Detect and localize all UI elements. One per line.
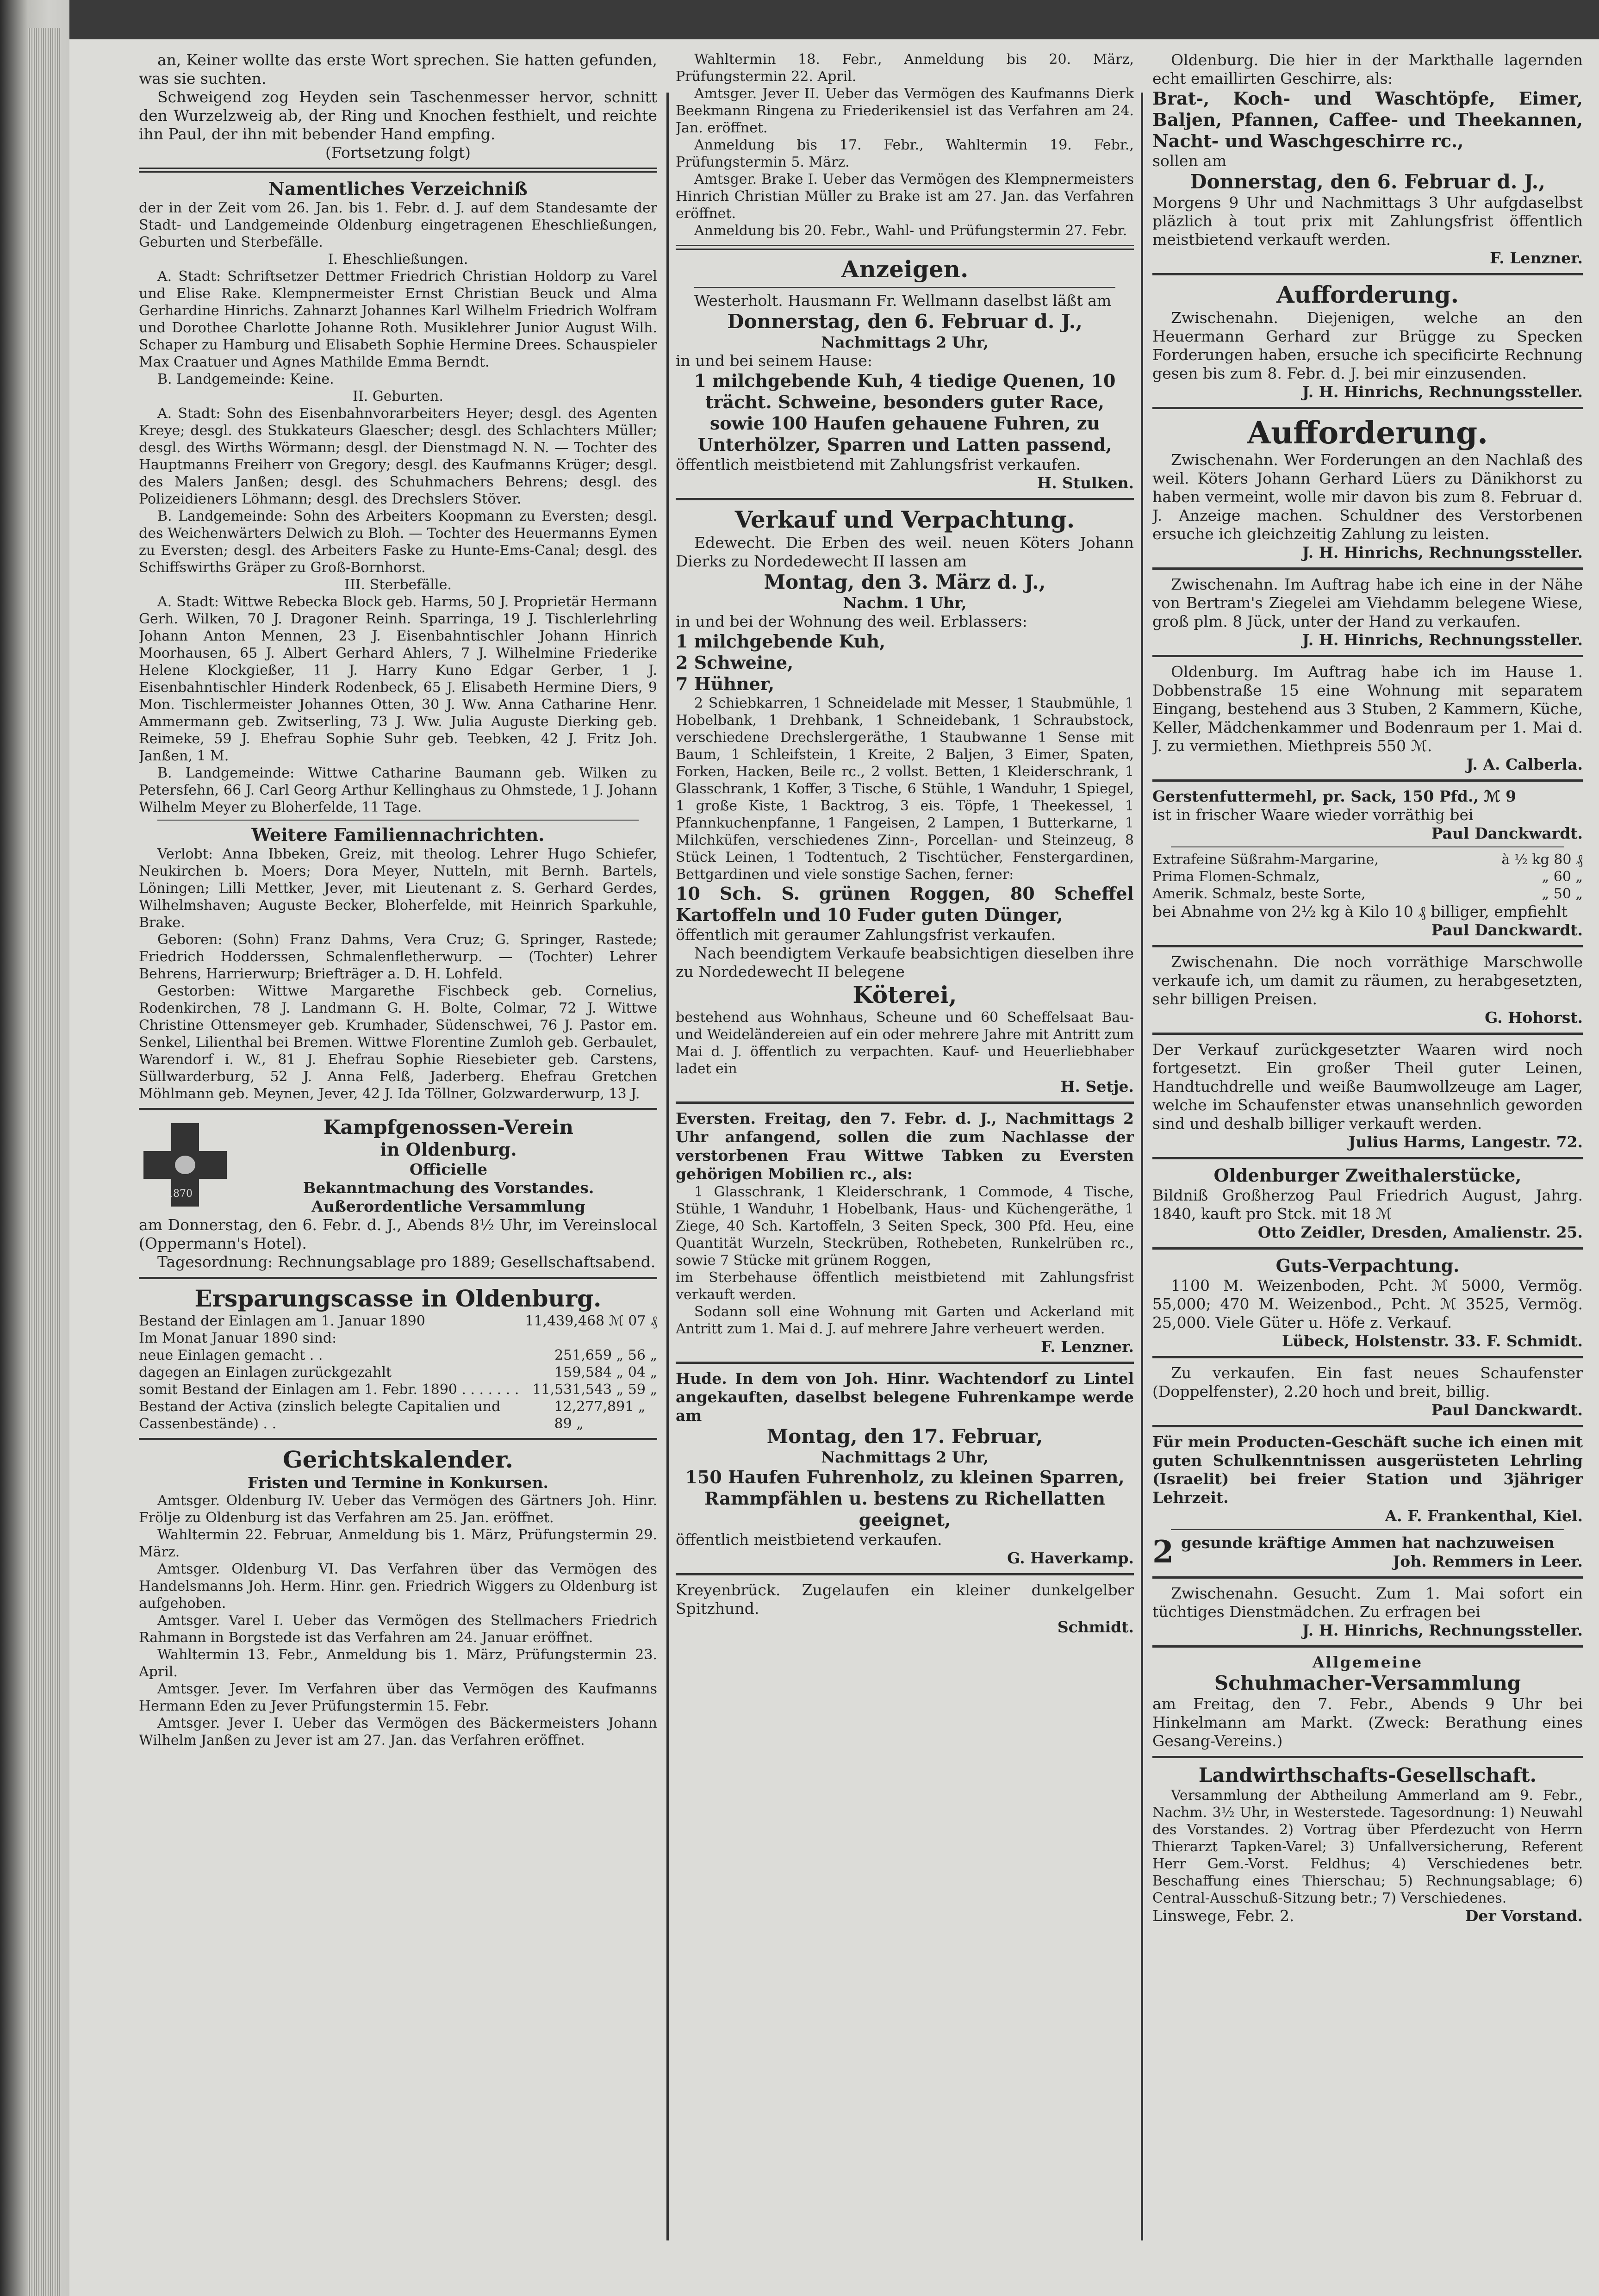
ad-list: 1 Glasschrank, 1 Kleiderschrank, 1 Commode, 4 Tische, Stühle, 1 Wanduhr, 1 Hobelbank, Haus- und Küchengeräthe, 1 Ziege, 40 Sch. Kartoffeln, 3 Seiten Speck, 300 Pfd. Heu, eine Quantität Wurzeln, Steckrüben, Rothebeten, Runkelrüben rc., sowie 7 Stücke mit grünem Roggen,: [676, 1184, 1134, 1269]
ads-title: Anzeigen.: [841, 255, 969, 283]
ad-text: sollen am: [1152, 152, 1227, 170]
ad-signature: H. Setje.: [1060, 1077, 1134, 1095]
ad-title: Schuhmacher-Versammlung: [1214, 1672, 1521, 1694]
savings-value: 251,659 „ 56 „: [554, 1347, 657, 1363]
court-item: Wahltermin 18. Febr., Anmeldung bis 20. März, Prüfungstermin 22. April.: [676, 51, 1134, 85]
ad-signature: Lübeck, Holstenstr. 33. F. Schmidt.: [1282, 1332, 1583, 1350]
divider: [1152, 1576, 1583, 1579]
registry-text: A. Stadt: Sohn des Eisenbahnvorarbeiters Heyer; desgl. des Agenten Kreye; desgl. des Stukkateurs Glaescher; desgl. des Schlachters Müller; desgl. des Wirths Wörmann; desgl. der Dienstmagd N. N. — Tochter des Hauptmanns Freiherr von Gregory; desgl. des Kaufmanns Krüger; desgl. des Malers Janßen; desgl. des Schuhmachers Behrens; desgl. des Polizeidieners Löhmann; desgl. des Drechslers Stöver.: [139, 405, 657, 507]
divider: [139, 1277, 657, 1279]
ad-nurses-body: [1181, 1534, 1583, 1571]
savings-row: [139, 1381, 657, 1398]
ad-text: Edewecht. Die Erben des weil. neuen Köters Johann Dierks zu Nordedewecht II lassen am: [676, 534, 1134, 570]
court-item: Amtsger. Jever II. Ueber das Vermögen des Kaufmanns Dierk Beekmann Ringena zu Friederikensiel ist das Verfahren am 24. Jan. eröffnet.: [676, 86, 1134, 136]
divider: [1152, 1756, 1583, 1758]
court-calendar-subtitle: Fristen und Termine in Konkursen.: [248, 1474, 548, 1492]
divider: [1152, 945, 1583, 947]
ad-date: Montag, den 3. März d. J.,: [764, 571, 1046, 593]
price-list: [1152, 851, 1583, 902]
ad-text: 1100 M. Weizenboden, Pcht. ℳ 5000, Vermög. 55,000; 470 M. Weizenbod., Pcht. ℳ 3525, Vermög. 25,000. Viele Güter u. Höfe z. Verkauf.: [1152, 1276, 1583, 1332]
ad-text: Zwischenahn. Im Auftrag habe ich eine in der Nähe von Bertram's Ziegelei am Viehdamm belegene Wiese, groß plm. 8 Jück, unter der Hand zu verkaufen.: [1152, 575, 1583, 630]
savings-row: [139, 1347, 657, 1364]
court-item: Amtsger. Oldenburg VI. Das Verfahren über das Vermögen des Handelsmanns Joh. Herm. Hinr. gen. Friedrich Wiggers zu Oldenburg ist aufgehoben.: [139, 1561, 657, 1612]
ad-signature: Paul Danckwardt.: [1431, 921, 1583, 939]
ad-signature: Joh. Remmers in Leer.: [1393, 1552, 1583, 1570]
price-value: „ 50 „: [1542, 886, 1583, 902]
divider: [1152, 567, 1583, 570]
ad-signature: G. Hohorst.: [1485, 1008, 1583, 1027]
divider: [1152, 273, 1583, 275]
ad-signature: J. H. Hinrichs, Rechnungssteller.: [1302, 631, 1583, 649]
ad-text: bei Abnahme von 2½ kg à Kilo 10 ₰ billiger, empfiehlt: [1152, 902, 1568, 921]
ad-text: gesunde kräftige Ammen hat nachzuweisen: [1181, 1534, 1555, 1552]
price-label: Prima Flomen-Schmalz,: [1152, 869, 1320, 885]
ad-text: öffentlich meistbietend verkaufen.: [676, 1531, 942, 1549]
verein-title: Kampfgenossen-Verein: [324, 1116, 573, 1139]
savings-label: dagegen an Einlagen zurückgezahlt: [139, 1364, 392, 1381]
price-row: [1152, 868, 1583, 885]
ad-items: Brat-, Koch- und Waschtöpfe, Eimer, Baljen, Pfannen, Caffee- und Theekannen, Nacht- und Waschgeschirre rc.,: [1152, 88, 1583, 151]
court-item: Amtsger. Jever I. Ueber das Vermögen des Bäckermeisters Johann Wilhelm Janßen zu Jever ist am 27. Jan. das Verfahren eröffnet.: [139, 1715, 657, 1748]
savings-value: 159,584 „ 04 „: [554, 1364, 657, 1381]
family-news-text: Gestorben: Wittwe Margarethe Fischbeck geb. Cornelius, Rodenkirchen, 78 J. Landmann G. H. Bolte, Colmar, 72 J. Wittwe Christine Ottensmeyer geb. Krumhader, Südenschwei, 76 J. Pastor em. Senkel, Lilienthal bei Bremen. Wittwe Florentine Zumloh geb. Gerbaulet, Warendorf i. W., 81 J. Ehefrau Sophie Riesebieter geb. Carstens, Süllwarderburg, 52 J. Anna Felß, Jaderberg. Ehefrau Gretchen Möhlmann geb. Meynen, Jever, 42 J. Ida Töllner, Golzwarderwurp, 13 J.: [139, 983, 657, 1102]
ad-text: Zu verkaufen. Ein fast neues Schaufenster (Doppelfenster), 2.20 hoch und breit, billig.: [1152, 1364, 1583, 1400]
ad-signature: Der Vorstand.: [1465, 1907, 1583, 1925]
ad-items: 1 milchgebende Kuh, 4 tiedige Quenen, 10 trächt. Schweine, besonders guter Race, sowie 100 Haufen gehauene Fuhren, zu Unterhölzer, Sparren und Latten passend,: [694, 370, 1116, 455]
registry-text: A. Stadt: Wittwe Rebecka Block geb. Harms, 50 J. Proprietär Hermann Gerh. Wilken, 70 J. Dragoner Reinh. Sparringa, 19 J. Tischlerlehrling Johann Anton Mennen, 23 J. Eisenbahntischler Johann Hinrich Moorhausen, 65 J. Albert Gerhard Ahlers, 7 J. Wilhelmine Friederike Helene Klockgießer, 11 J. Harry Kuno Edgar Gerber, 1 J. Eisenbahntischler Hinderk Rodenbeck, 65 J. Elisabeth Hermine Diers, 9 Mon. Tischlermeister Johannes Otten, 30 J. Ww. Anna Catharine Henr. Ammermann geb. Zwitserling, 73 J. Ww. Julia Auguste Dierking geb. Reimeke, 59 J. Ehefrau Sophie Suhr geb. Teebken, 42 J. Fritz Joh. Janßen, 1 M.: [139, 594, 657, 764]
ad-item-big: 1 milchgebende Kuh,: [676, 631, 886, 652]
verein-text: am Donnerstag, den 6. Febr. d. J., Abends 8½ Uhr, im Vereinslocal (Oppermann's Hotel).: [139, 1216, 657, 1252]
ad-text: öffentlich meistbietend mit Zahlungsfrist verkaufen.: [676, 455, 1081, 473]
court-item: Amtsger. Varel I. Ueber das Vermögen des Stellmachers Friedrich Rahmann in Borgstede ist das Verfahren am 24. Januar eröffnet.: [139, 1612, 657, 1646]
savings-row: [139, 1330, 657, 1347]
ad-title: Oldenburger Zweithalerstücke,: [1213, 1165, 1522, 1186]
savings-title: Ersparungscasse in Oldenburg.: [194, 1285, 602, 1312]
ad-text: öffentlich mit geraumer Zahlungsfrist verkaufen.: [676, 926, 1056, 944]
ad-text: Zwischenahn. Wer Forderungen an den Nachlaß des weil. Köters Johann Gerhard Lüers zu Dänikhorst zu haben vermeint, wolle mir davon bis zum 8. Februar d. J. Anzeige machen. Schuldner des Verstorbenen ersuche ich gleichzeitig Zahlung zu leisten.: [1152, 451, 1583, 543]
story-text: Schweigend zog Heyden sein Taschenmesser hervor, schnitt den Wurzelzweig ab, der Ring und Knochen festhielt, und reichte ihn Paul, der ihn mit bebender Hand empfing.: [139, 88, 657, 143]
ad-title: Aufforderung.: [1276, 281, 1459, 308]
price-row: [1152, 851, 1583, 868]
ad-text: Zwischenahn. Gesucht. Zum 1. Mai sofort ein tüchtiges Dienstmädchen. Zu erfragen bei: [1152, 1584, 1583, 1621]
ad-title: Verkauf und Verpachtung.: [734, 506, 1075, 533]
divider: [1152, 1157, 1583, 1159]
ad-signature: H. Stulken.: [1037, 474, 1134, 492]
ad-signature: Paul Danckwardt.: [1431, 1401, 1583, 1419]
divider: [1152, 1645, 1583, 1648]
ad-text: Zwischenahn. Diejenigen, welche an den Heuermann Gerhard zur Brügge zu Specken Forderungen haben, ersuche ich specificirte Rechnung gesen bis zum 8. Febr. d. J. bei mir einzusenden.: [1152, 309, 1583, 382]
ad-text: Morgens 9 Uhr und Nachmittags 3 Uhr aufgdaselbst pläzlich à tout prix mit Zahlungsfrist öffentlich meistbietend verkauft werden.: [1152, 193, 1583, 249]
ad-place: Linswege, Febr. 2.: [1152, 1907, 1294, 1925]
court-item: Anmeldung bis 17. Febr., Wahltermin 19. Febr., Prüfungstermin 5. März.: [676, 137, 1134, 170]
verein-city: in Oldenburg.: [380, 1139, 517, 1160]
court-item: Wahltermin 13. Febr., Anmeldung bis 1. März, Prüfungstermin 23. April.: [139, 1647, 657, 1680]
ad-list: 2 Schiebkarren, 1 Schneidelade mit Messer, 1 Staubmühle, 1 Hobelbank, 1 Drehbank, 1 Schneidebank, 1 Schraubstock, verschiedene Drechslergeräthe, 1 Staubwanne 1 Sense mit Baum, 1 Schleifstein, 1 Kreite, 2 Baljen, 3 Eimer, Spaten, Forken, Hacken, Beile rc., 2 vollst. Betten, 1 Kleiderschrank, 1 Glasschrank, 1 Koffer, 3 Tische, 6 Stühle, 1 Wanduhr, 1 Spiegel, 1 große Kiste, 1 Backtrog, 3 eis. Töpfe, 1 Theekessel, 1 Pfannkuchenpfanne, 1 Fangeisen, 2 Lampen, 1 Butterkarne, 1 Milchküfen, verschiedenes Zinn-, Porcellan- und Steinzeug, 8 Stück Leinen, 1 Todtentuch, 2 Tischtücher, Fenstergardinen, Bettgardinen und viele sonstige Sachen, ferner:: [676, 695, 1134, 883]
iron-cross-icon: [139, 1119, 231, 1211]
price-label: Amerik. Schmalz, beste Sorte,: [1152, 886, 1366, 902]
ad-text: Der Verkauf zurückgesetzter Waaren wird noch fortgesetzt. Ein großer Theil guter Leinen, Handtuchdrelle und weiße Baumwollzeuge am Lager, welche im Schaufenster etwas unansehnlich geworden sind und deshalb billiger verkauft werden.: [1152, 1040, 1583, 1132]
column-3: [1152, 51, 1583, 2277]
ad-text: Oldenburg. Im Auftrag habe ich im Hause 1. Dobbenstraße 15 eine Wohnung mit separatem Eingang, bestehend aus 3 Stuben, 2 Kammern, Küche, Keller, Mädchenkammer und Bodenraum per 1. Mai d. J. zu vermiethen. Miethpreis 550 ℳ.: [1152, 663, 1583, 755]
registry-text: B. Landgemeinde: Sohn des Arbeiters Koopmann zu Eversten; desgl. des Weichenwärters Delwich zu Bloh. — Tochter des Heuermanns Eymen zu Eversten; desgl. des Arbeiters Faske zu Hunte-Ems-Canal; desgl. des Schiffswirths Gräper zu Groß-Bornhorst.: [139, 508, 657, 576]
ad-text: Kreyenbrück. Zugelaufen ein kleiner dunkelgelber Spitzhund.: [676, 1581, 1134, 1618]
divider: [1152, 655, 1583, 657]
ad-signature: F. Lenzner.: [1041, 1338, 1134, 1356]
ad-signature: Otto Zeidler, Dresden, Amalienstr. 25.: [1257, 1223, 1583, 1241]
divider: [1152, 779, 1583, 782]
divider: [1152, 1425, 1583, 1427]
court-item: Amtsger. Oldenburg IV. Ueber das Vermögen des Gärtners Joh. Hinr. Frölje zu Oldenburg ist das Verfahren am 25. Jan. eröffnet.: [139, 1493, 657, 1526]
savings-label: neue Einlagen gemacht . .: [139, 1347, 323, 1363]
ad-text: Eversten. Freitag, den 7. Febr. d. J., Nachmittags 2 Uhr anfangend, sollen die zum Nachlasse der verstorbenen Frau Wittwe Tabken zu Eversten gehörigen Mobilien rc., als:: [676, 1109, 1134, 1183]
divider: [139, 1438, 657, 1440]
verein-announcement: Bekanntmachung des Vorstandes.: [303, 1179, 594, 1197]
section-heading: III. Sterbefälle.: [344, 577, 452, 593]
section-heading: I. Eheschließungen.: [328, 251, 468, 268]
ad-text: in und bei seinem Hause:: [676, 352, 872, 370]
ad-date: Montag, den 17. Februar,: [766, 1425, 1043, 1448]
savings-table: [139, 1313, 657, 1432]
price-value: à ½ kg 80 ₰: [1501, 852, 1583, 868]
ad-text: Zwischenahn. Die noch vorräthige Marschwolle verkaufe ich, um damit zu räumen, zu herabgesetzten, sehr billigen Preisen.: [1152, 953, 1583, 1008]
verein-meeting: Außerordentliche Versammlung: [311, 1197, 585, 1215]
savings-value: 12,277,891 „ 89 „: [554, 1399, 646, 1432]
divider: [676, 498, 1134, 500]
savings-row: [139, 1398, 657, 1432]
ad-item-big: Köterei,: [852, 981, 957, 1008]
column-rule: [1141, 93, 1143, 2240]
verein-agenda: Tagesordnung: Rechnungsablage pro 1889; Gesellschaftsabend.: [157, 1253, 656, 1271]
divider: [1152, 1033, 1583, 1035]
divider: [1171, 846, 1564, 847]
ad-text: Sodann soll eine Wohnung mit Garten und Ackerland mit Antritt zum 1. Mai d. J. auf mehrere Jahre verheuert werden.: [676, 1304, 1134, 1337]
verein-official: Officielle: [409, 1160, 488, 1178]
divider: [139, 1108, 657, 1110]
savings-label: Im Monat Januar 1890 sind:: [139, 1330, 337, 1346]
ad-text: Oldenburg. Die hier in der Markthalle lagernden echt emaillirten Geschirre, als:: [1152, 51, 1583, 87]
ad-date: Donnerstag, den 6. Februar d. J.,: [1190, 170, 1545, 193]
ad-text: Für mein Producten-Geschäft suche ich einen mit guten Schulkenntnissen ausgerüsteten Lehrling (Israelit) bei freier Station und 3jähriger Lehrzeit.: [1152, 1433, 1583, 1506]
court-items-continued: [676, 51, 1134, 239]
ad-text: Nach beendigtem Verkaufe beabsichtigen dieselben ihre zu Nordedewecht II belegene: [676, 944, 1134, 981]
ad-signature: G. Haverkamp.: [1007, 1549, 1134, 1567]
savings-label: Bestand der Einlagen am 1. Januar 1890: [139, 1313, 425, 1329]
court-item: Amtsger. Jever. Im Verfahren über das Vermögen des Kaufmanns Hermann Eden zu Jever Prüfungstermin 15. Febr.: [139, 1681, 657, 1714]
savings-value: 11,531,543 „ 59 „: [532, 1381, 657, 1398]
column-1: [139, 51, 657, 2277]
column-2: [676, 51, 1134, 2277]
ad-big-number: 2: [1152, 1534, 1174, 1570]
ad-signature: Schmidt.: [1057, 1618, 1134, 1636]
court-item: Amtsger. Brake I. Ueber das Vermögen des Klempnermeisters Hinrich Christian Müller zu Brake ist am 27. Jan. das Verfahren eröffnet.: [676, 171, 1134, 222]
column-rule: [666, 93, 669, 2240]
ad-item-big: 2 Schweine,: [676, 652, 794, 673]
family-news-text: Verlobt: Anna Ibbeken, Greiz, mit theolog. Lehrer Hugo Schiefer, Neukirchen b. Moers; Dora Meyer, Nutteln, mit Bernh. Bartels, Löningen; Lilli Mettker, Jever, mit Lieutenant z. S. Gerhard Gerdes, Wilhelmshaven; Auguste Becker, Bloherfelde, mit Heinrich Sparkuhle, Brake.: [139, 846, 657, 931]
ad-text: am Freitag, den 7. Febr., Abends 9 Uhr bei Hinkelmann am Markt. (Zweck: Berathung eines Gesang-Vereins.): [1152, 1695, 1583, 1750]
ad-signature: J. H. Hinrichs, Rechnungssteller.: [1302, 1621, 1583, 1639]
divider: [694, 287, 1115, 288]
verein-notice: [139, 1116, 657, 1271]
ad-title: Landwirthschafts-Gesellschaft.: [1198, 1764, 1537, 1786]
ad-text: bestehend aus Wohnhaus, Scheune und 60 Scheffelsaat Bau- und Weideländereien auf ein oder mehrere Jahre mit Antritt zum Mai d. J. öffentlich zu verpachten. Kauf- und Heuerliebhaber ladet ein: [676, 1009, 1134, 1077]
ad-footer: [1152, 1907, 1583, 1925]
divider: [1152, 1247, 1583, 1250]
family-news-text: Geboren: (Sohn) Franz Dahms, Vera Cruz; G. Springer, Rastede; Friedrich Hodderssen, Schmalenfletherwurp. — (Tochter) Lehrer Behrens, Harrierwurp; Briefträger a. D. H. Lohfeld.: [139, 932, 657, 982]
ad-date: Donnerstag, den 6. Februar d. J.,: [727, 310, 1083, 333]
ad-text: Hude. In dem von Joh. Hinr. Wachtendorf zu Lintel angekauften, daselbst belegene Fuhrenkampe werde am: [676, 1369, 1134, 1425]
court-calendar-title: Gerichtskalender.: [282, 1446, 514, 1473]
divider: [676, 245, 1134, 250]
price-row: [1152, 885, 1583, 902]
court-item: Anmeldung bis 20. Febr., Wahl- und Prüfungstermin 27. Febr.: [694, 223, 1127, 239]
registry-text: B. Landgemeinde: Keine.: [157, 371, 334, 387]
savings-row: [139, 1313, 657, 1330]
family-news-title: Weitere Familiennachrichten.: [251, 824, 545, 845]
registry-text: B. Landgemeinde: Wittwe Catharine Baumann geb. Wilken zu Petersfehn, 66 J. Carl Georg Arthur Kellinghaus zu Ohmstede, 1 J. Johann Wilhelm Meyer zu Bloherfelde, 11 Tage.: [139, 765, 657, 815]
registry-subtitle: der in der Zeit vom 26. Jan. bis 1. Febr. d. J. auf dem Standesamte der Stadt- und Landgemeinde Oldenburg eingetragenen Eheschließungen, Geburten und Sterbefälle.: [139, 200, 657, 250]
price-value: „ 60 „: [1542, 869, 1583, 885]
savings-label: Bestand der Activa (zinslich belegte Capitalien und Cassenbestände) . .: [139, 1399, 501, 1432]
divider: [157, 820, 639, 821]
savings-value: 11,439,468 ℳ 07 ₰: [525, 1313, 657, 1329]
court-item: Wahltermin 22. Februar, Anmeldung bis 1. März, Prüfungstermin 29. März.: [139, 1527, 657, 1560]
story-text: an, Keiner wollte das erste Wort sprechen. Sie hatten gefunden, was sie suchten.: [139, 51, 657, 87]
continued-note: (Fortsetzung folgt): [325, 143, 471, 162]
court-items: [139, 1492, 657, 1749]
ad-time: Nachmittags 2 Uhr,: [821, 1448, 989, 1466]
ad-signature: F. Lenzner.: [1490, 249, 1583, 267]
cross-year: 1870: [167, 1188, 193, 1200]
ad-text: Bildniß Großherzog Paul Friedrich August, Jahrg. 1840, kauft pro Stck. mit 18 ℳ: [1152, 1186, 1583, 1223]
savings-row: [139, 1364, 657, 1381]
ad-signature: J. H. Hinrichs, Rechnungssteller.: [1302, 383, 1583, 401]
divider: [1152, 1356, 1583, 1358]
ad-items: 10 Sch. S. grünen Roggen, 80 Scheffel Kartoffeln und 10 Fuder guten Dünger,: [676, 883, 1134, 925]
section-heading: II. Geburten.: [352, 388, 444, 404]
divider: [676, 1101, 1134, 1104]
ad-signature: Paul Danckwardt.: [1431, 824, 1583, 842]
ad-title: Aufforderung.: [1247, 415, 1488, 451]
ad-signature: Julius Harms, Langestr. 72.: [1348, 1133, 1583, 1151]
ad-time: Nachm. 1 Uhr,: [843, 594, 967, 612]
divider: [676, 1573, 1134, 1575]
ad-items: 150 Haufen Fuhrenholz, zu kleinen Sparren, Rammpfählen u. bestens zu Richellatten geeignet,: [685, 1467, 1125, 1530]
ad-item-big: 7 Hühner,: [676, 673, 775, 694]
ad-text: im Sterbehause öffentlich meistbietend mit Zahlungsfrist verkauft werden.: [676, 1269, 1134, 1303]
ad-pretitle: Allgemeine: [1312, 1653, 1423, 1671]
divider: [1152, 407, 1583, 409]
ad-signature: A. F. Frankenthal, Kiel.: [1385, 1507, 1583, 1525]
ad-signature: J. A. Calberla.: [1466, 755, 1583, 773]
ad-text: ist in frischer Waare wieder vorräthig bei: [1152, 806, 1474, 824]
ad-time: Nachmittags 2 Uhr,: [821, 333, 989, 351]
ad-signature: J. H. Hinrichs, Rechnungssteller.: [1302, 543, 1583, 561]
registry-title: Namentliches Verzeichniß: [268, 178, 528, 199]
ad-nurses: [1152, 1534, 1583, 1571]
divider: [1171, 1529, 1564, 1530]
book-edge: [0, 0, 69, 2296]
ad-text: Versammlung der Abtheilung Ammerland am 9. Febr., Nachm. 3½ Uhr, in Westerstede. Tagesordnung: 1) Neuwahl des Vorstandes. 2) Vortrag über Pferdezucht von Herrn Thierarzt Tapken-Varel; 3) Unfallversicherung, Referent Herr Gem.-Vorst. Feldhus; 4) Verschiedenes betr. Beschaffung eines Thierschau; 5) Rechnungsablage; 6) Central-Ausschuß-Sitzung betr.; 7) Verschiedenes.: [1152, 1787, 1583, 1906]
ad-text: Gerstenfuttermehl, pr. Sack, 150 Pfd., ℳ 9: [1152, 787, 1517, 805]
ad-text: in und bei der Wohnung des weil. Erblassers:: [676, 612, 1027, 630]
ad-title: Guts-Verpachtung.: [1275, 1255, 1460, 1276]
divider: [139, 168, 657, 173]
registry-text: A. Stadt: Schriftsetzer Dettmer Friedrich Christian Holdorp zu Varel und Elise Rake. Klempnermeister Ernst Christian Beuck und Alma Gerhardine Hinrichs. Zahnarzt Johannes Karl Wilhelm Friedrich Wolfram und Dorothee Charlotte Johanne Roth. Musiklehrer Junior August Wilh. Schaper zu Hamburg und Elisabeth Sophie Hermine Drees. Schauspieler Max Craatuer und Agnes Mathilde Emma Berndt.: [139, 268, 657, 370]
price-label: Extrafeine Süßrahm-Margarine,: [1152, 852, 1379, 868]
ad-text: Westerholt. Hausmann Fr. Wellmann daselbst läßt am: [694, 292, 1112, 310]
divider: [676, 1362, 1134, 1364]
savings-label: somit Bestand der Einlagen am 1. Febr. 1890 . . . . . . .: [139, 1381, 519, 1398]
